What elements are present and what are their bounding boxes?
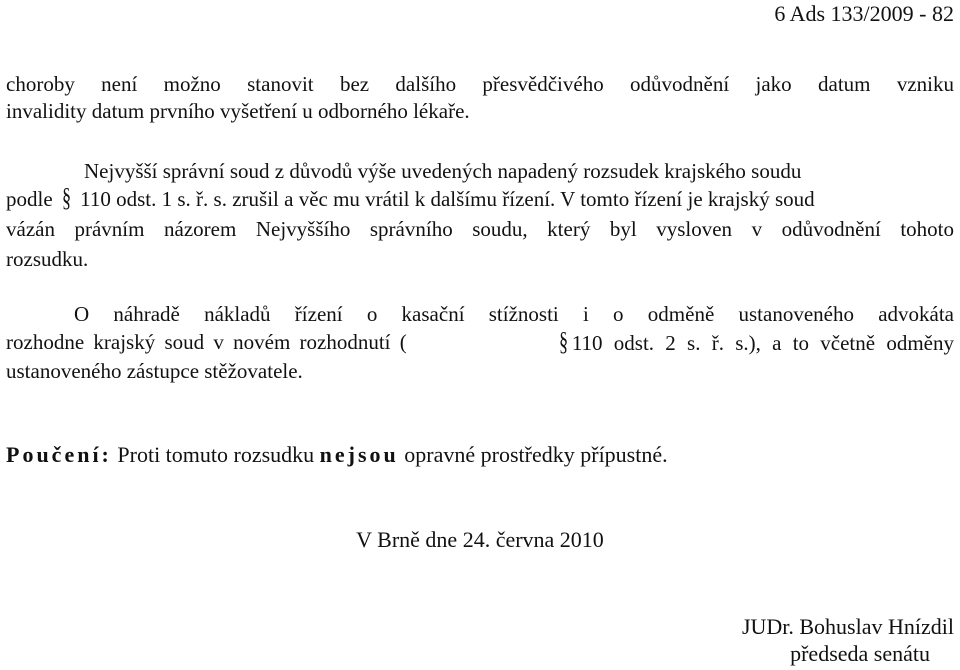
paragraph-2-line-2-post: 110 odst. 1 s. ř. s. zrušil a věc mu vrátil k dalšímu řízení. V tomto řízení je krajský soud [80, 187, 815, 211]
signature-name: JUDr. Bohuslav Hnízdil [741, 614, 954, 639]
instruction-text-before: Proti tomuto rozsudku [117, 442, 315, 467]
paragraph-3-line-3: ustanoveného zástupce stěžovatele. [6, 359, 303, 383]
case-number: 6 Ads 133/2009 - 82 [774, 1, 954, 26]
instruction-line [6, 442, 668, 468]
section-sign: § [61, 183, 71, 212]
paragraph-2-line-2-pre: podle [6, 187, 53, 211]
paragraph-3-line-2-post: 110 odst. 2 s. ř. s.), a to včetně odměny [571, 331, 954, 355]
paragraph-3-line-2 [6, 329, 954, 356]
paragraph-2-line-1: Nejvyšší správní soud z důvodů výše uvedených napadený rozsudek krajského soudu [84, 159, 802, 183]
section-sign: § [558, 327, 568, 356]
signature-title: předseda senátu [790, 641, 930, 666]
paragraph-1-line-1: choroby není možno stanovit bez dalšího přesvědčivého odůvodnění jako datum vzniku [6, 72, 954, 96]
paragraph-3-line-2-pre: rozhodne krajský soud v novém rozhodnutí ( [6, 330, 407, 354]
paragraph-2-line-4: rozsudku. [6, 247, 89, 271]
instruction-text-after: opravné prostředky přípustné. [404, 442, 668, 467]
instruction-label: Poučení: [6, 442, 112, 467]
paragraph-3-line-1: O náhradě nákladů řízení o kasační stížnosti i o odměně ustanoveného advokáta [74, 302, 954, 326]
paragraph-2-line-2 [6, 185, 815, 212]
date-place: V Brně dne 24. června 2010 [356, 527, 604, 552]
paragraph-2-line-3: vázán právním názorem Nejvyššího správního soudu, který byl vysloven v odůvodnění tohoto [6, 217, 954, 241]
paragraph-1-line-2: invalidity datum prvního vyšetření u odborného lékaře. [6, 99, 470, 123]
instruction-emphasis: nejsou [319, 442, 399, 467]
